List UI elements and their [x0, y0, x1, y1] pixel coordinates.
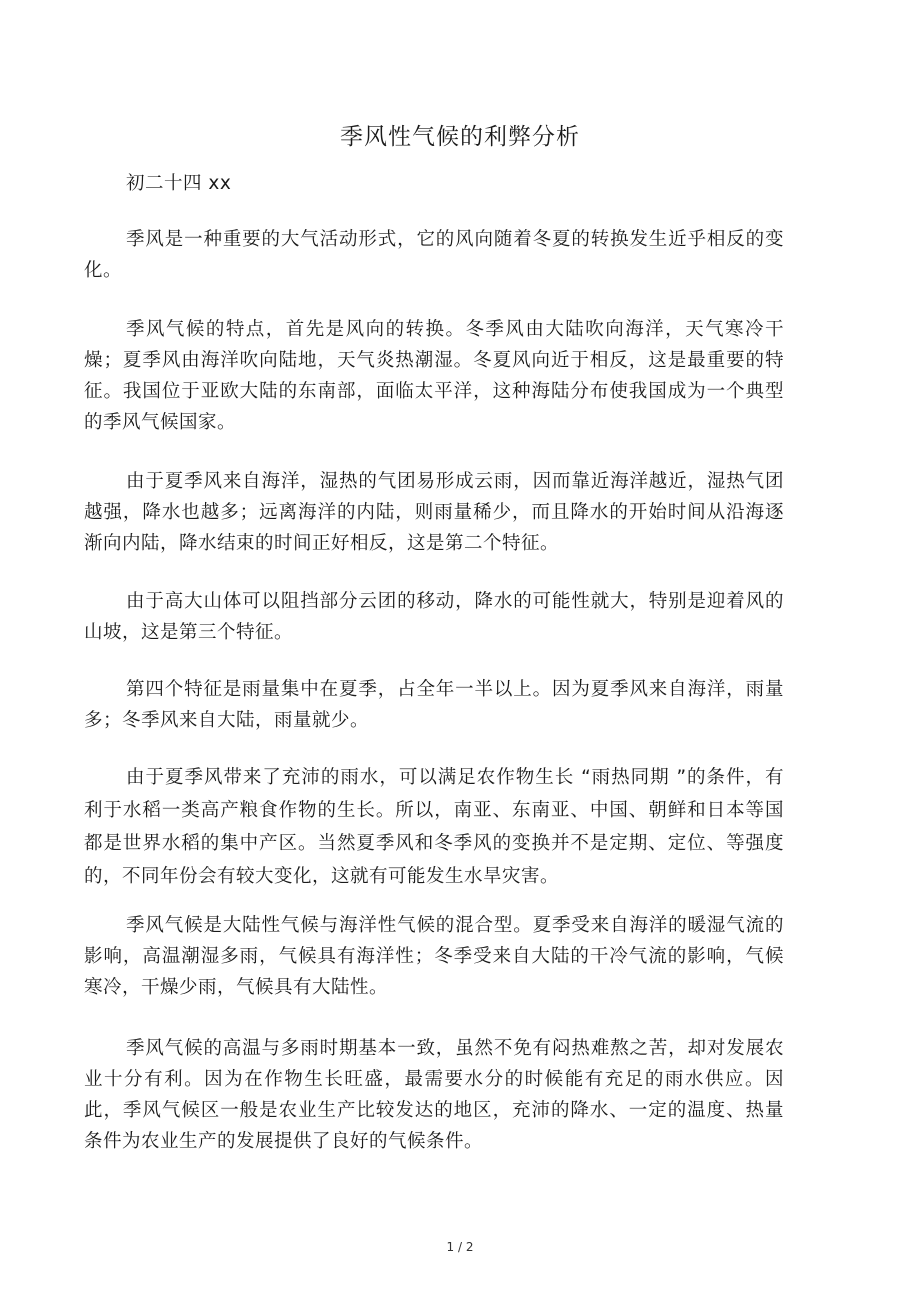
paragraph-3: 由于夏季风来自海洋，湿热的气团易形成云雨，因而靠近海洋越近，湿热气团越强，降水也越多；远离海洋的内陆，则雨量稀少，而且降水的开始时间从沿海逐渐向内陆，降水结束的时间正好相反，这是第二个特征。 [84, 471, 784, 554]
paragraph-4: 由于高大山体可以阻挡部分云团的移动，降水的可能性就大，特别是迎着风的山坡，这是第三个特征。 [84, 591, 784, 643]
page-number: 1 / 2 [446, 1240, 474, 1254]
paragraph-5: 第四个特征是雨量集中在夏季，占全年一半以上。因为夏季风来自海洋，雨量多；冬季风来自大陆，雨量就少。 [84, 679, 784, 731]
paragraph-7: 季风气候是大陆性气候与海洋性气候的混合型。夏季受来自海洋的暖湿气流的影响，高温潮湿多雨，气候具有海洋性；冬季受来自大陆的干冷气流的影响，气候寒冷，干燥少雨，气候具有大陆性。 [84, 915, 784, 998]
paragraph-8: 季风气候的高温与多雨时期基本一致，虽然不免有闷热难熬之苦，却对发展农业十分有利。因为在作物生长旺盛，最需要水分的时候能有充足的雨水供应。因此，季风气候区一般是农业生产比较发达的地区，充沛的降水、一定的温度、热量条件为农业生产的发展提供了良好的气候条件。 [84, 1038, 784, 1152]
paragraph-1: 季风是一种重要的大气活动形式，它的风向随着冬夏的转换发生近乎相反的变化。 [84, 229, 784, 281]
paragraph-2: 季风气候的特点，首先是风向的转换。冬季风由大陆吹向海洋，天气寒冷干燥；夏季风由海洋吹向陆地，天气炎热潮湿。冬夏风向近于相反，这是最重要的特征。我国位于亚欧大陆的东南部，面临太平洋，这种海陆分布使我国成为一个典型的季风气候国家。 [84, 319, 784, 433]
document-title: 季风性气候的利弊分析 [340, 124, 580, 150]
author-line: 初二十四 xx [126, 173, 232, 194]
paragraph-6: 由于夏季风带来了充沛的雨水，可以满足农作物生长 “雨热同期 ”的条件，有利于水稻一类高产粮食作物的生长。所以，南亚、东南亚、中国、朝鲜和日本等国都是世界水稻的集中产区。当然夏季风和冬季风的变换并不是定期、定位、等强度的，不同年份会有较大变化，这就有可能发生水旱灾害。 [84, 767, 784, 887]
